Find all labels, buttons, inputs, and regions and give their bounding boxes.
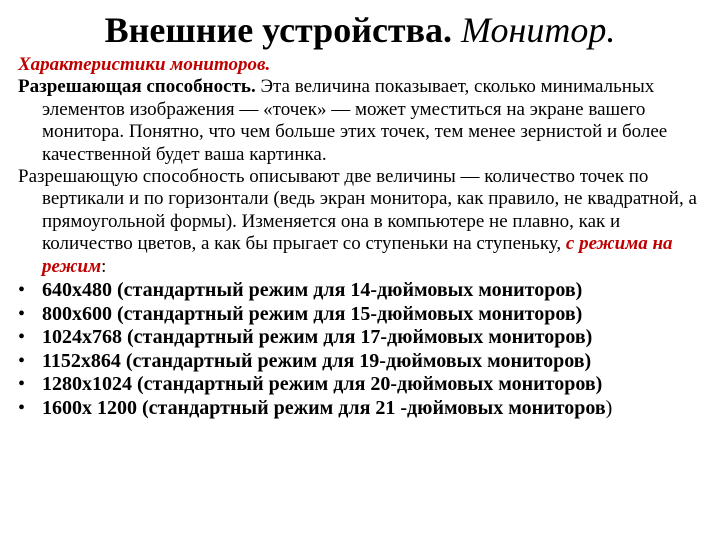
closing-paren: ) — [605, 397, 613, 420]
mode-text: 1152x864 (стандартный режим для 19-дюймовых мониторов) — [42, 349, 592, 372]
bullet-icon: • — [18, 373, 26, 396]
paragraph-lead: Разрешающая способность. — [18, 76, 256, 98]
list-item — [18, 279, 708, 303]
list-item — [18, 350, 708, 374]
bullet-icon: • — [18, 279, 26, 302]
resolution-mode-list — [18, 279, 708, 421]
paragraph-colon: : — [101, 255, 107, 277]
bullet-icon: • — [18, 302, 26, 325]
mode-text: 1280x1024 (стандартный режим для 20-дюймовых мониторов) — [42, 373, 603, 396]
paragraph-body-2: Разрешающую способность описывают две величины — количество точек по вертикали и по горизонтали (ведь экран монитора, как правило, не квадратной, а прямоугольной формы). Изменяется она в компьютере не плавно, как и количество цветов, а как бы прыгает со ступеньки на ступеньку, — [18, 166, 697, 255]
accent-phrase: с режима на режим — [42, 233, 673, 277]
title-sub: Монитор. — [461, 10, 616, 50]
list-item — [18, 326, 708, 350]
mode-text: 800x600 (стандартный режим для 15-дюймовых мониторов) — [42, 302, 583, 325]
bullet-icon: • — [18, 349, 26, 372]
subheading: Характеристики мониторов. — [18, 54, 271, 75]
bullet-icon: • — [18, 397, 26, 420]
paragraph-body: Эта величина показывает, сколько минимальных элементов изображения — «точек» — может уместиться на экране вашего монитора. Понятно, что чем больше этих точек, тем менее зернистой и более качественной будет ваша картинка. — [42, 76, 668, 165]
mode-text: 1600x 1200 (стандартный режим для 21 -дюймовых мониторов — [42, 397, 606, 420]
slide-title — [0, 8, 720, 52]
list-item — [18, 373, 708, 397]
slide-content — [18, 54, 708, 421]
paragraph-description — [18, 166, 708, 278]
mode-text: 1024x768 (стандартный режим для 17-дюймовых мониторов) — [42, 326, 593, 349]
paragraph-resolution — [18, 76, 708, 166]
list-item — [18, 303, 708, 327]
bullet-icon: • — [18, 326, 26, 349]
title-main: Внешние устройства. — [104, 10, 453, 50]
mode-text: 640x480 (стандартный режим для 14-дюймовых мониторов) — [42, 279, 583, 302]
list-item — [18, 397, 708, 421]
